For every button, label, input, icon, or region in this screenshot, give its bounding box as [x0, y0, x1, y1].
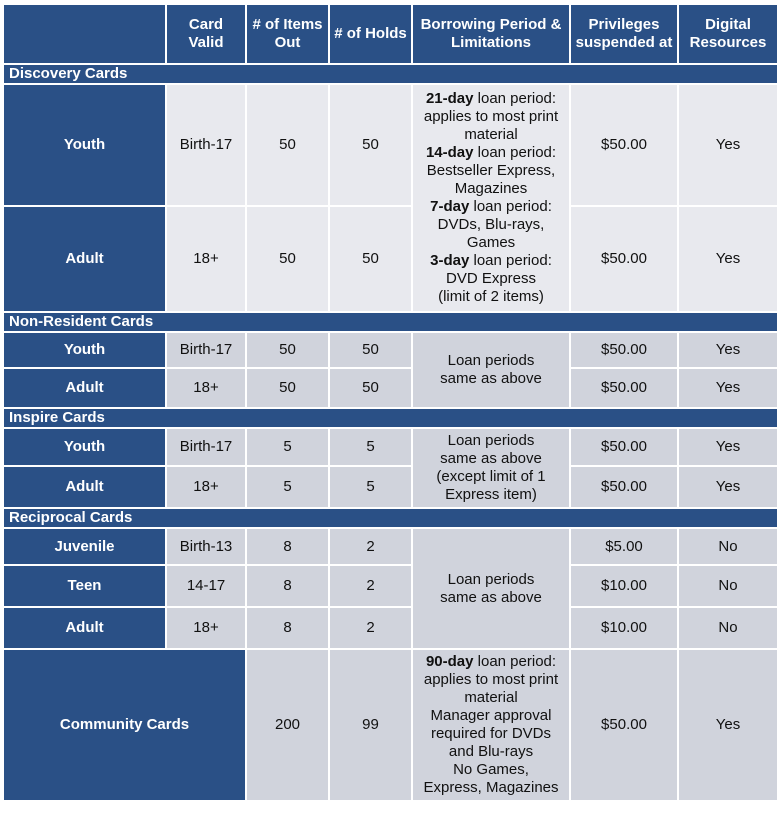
card-valid-cell: Birth-17 [166, 332, 246, 368]
digital-cell: Yes [678, 332, 778, 368]
card-valid-cell: 18+ [166, 466, 246, 508]
items-out-cell: 8 [246, 565, 329, 607]
table-row [3, 206, 778, 312]
bp-text: DVD Express [445, 270, 537, 287]
bp-text: material [464, 126, 518, 143]
card-valid-cell: Birth-17 [166, 84, 246, 206]
digital-cell: Yes [678, 649, 778, 801]
group-title-reciprocal: Reciprocal Cards [3, 508, 778, 528]
row-label-community: Community Cards [3, 649, 246, 801]
table-row [3, 607, 778, 649]
card-valid-cell: Birth-13 [166, 528, 246, 565]
group-title-discovery: Discovery Cards [3, 64, 778, 84]
bp-text: Loan periods [447, 352, 535, 369]
borrowing-cell-inspire [412, 428, 570, 508]
group-title-nonresident: Non-Resident Cards [3, 312, 778, 332]
table-row [3, 565, 778, 607]
bp-bold: 3-day [430, 252, 470, 269]
bp-text: loan period: [473, 653, 557, 670]
header-privileges: Privileges suspended at [570, 4, 678, 64]
borrowing-cell-community [412, 649, 570, 801]
row-label: Adult [3, 466, 166, 508]
holds-cell: 2 [329, 565, 412, 607]
items-out-cell: 8 [246, 607, 329, 649]
bp-text: Manager approval [430, 707, 552, 724]
bp-text: material [464, 689, 518, 706]
holds-cell: 99 [329, 649, 412, 801]
privileges-cell: $50.00 [570, 206, 678, 312]
bp-text: Magazines [454, 180, 528, 197]
bp-bold: 7-day [430, 198, 470, 215]
bp-text: DVDs, Blu-rays, [437, 216, 545, 233]
items-out-cell: 5 [246, 428, 329, 466]
privileges-cell: $50.00 [570, 428, 678, 466]
row-label: Youth [3, 428, 166, 466]
borrowing-cell-nonresident [412, 332, 570, 408]
items-out-cell: 8 [246, 528, 329, 565]
bp-text: loan period: [473, 90, 557, 107]
bp-text: same as above [440, 588, 542, 606]
digital-cell: Yes [678, 428, 778, 466]
privileges-cell: $50.00 [570, 649, 678, 801]
header-items-out: # of Items Out [246, 4, 329, 64]
header-row [3, 4, 778, 64]
row-label: Teen [3, 565, 166, 607]
header-holds: # of Holds [329, 4, 412, 64]
bp-text: No Games, [453, 761, 529, 778]
card-valid-cell: 18+ [166, 206, 246, 312]
bp-bold: 90-day [425, 653, 474, 670]
row-label: Youth [3, 332, 166, 368]
items-out-cell: 50 [246, 368, 329, 408]
library-cards-table [2, 3, 779, 802]
table-row [3, 368, 778, 408]
privileges-cell: $50.00 [570, 332, 678, 368]
bp-text: loan period: [469, 198, 552, 215]
privileges-cell: $10.00 [570, 565, 678, 607]
group-title-inspire: Inspire Cards [3, 408, 778, 428]
holds-cell: 50 [329, 332, 412, 368]
bp-bold: 21-day [425, 90, 474, 107]
bp-text: Express, Magazines [423, 779, 559, 796]
privileges-cell: $50.00 [570, 84, 678, 206]
bp-text: required for DVDs [430, 725, 552, 742]
privileges-cell: $5.00 [570, 528, 678, 565]
bp-bold: 14-day [425, 144, 474, 161]
bp-text: Loan periods [447, 570, 535, 588]
header-card-valid: Card Valid [166, 4, 246, 64]
bp-text: applies to most print [423, 671, 559, 688]
holds-cell: 5 [329, 428, 412, 466]
bp-text: Bestseller Express, [426, 162, 556, 179]
digital-cell: Yes [678, 84, 778, 206]
card-valid-cell: 14-17 [166, 565, 246, 607]
digital-cell: No [678, 565, 778, 607]
bp-text: Loan periods [447, 432, 535, 449]
privileges-cell: $50.00 [570, 368, 678, 408]
table-row [3, 428, 778, 466]
items-out-cell: 200 [246, 649, 329, 801]
holds-cell: 50 [329, 84, 412, 206]
holds-cell: 2 [329, 607, 412, 649]
row-label: Adult [3, 607, 166, 649]
items-out-cell: 50 [246, 332, 329, 368]
digital-cell: Yes [678, 206, 778, 312]
holds-cell: 5 [329, 466, 412, 508]
bp-text: same as above [440, 450, 542, 467]
table-row [3, 332, 778, 368]
bp-text: (limit of 2 items) [438, 288, 544, 305]
holds-cell: 50 [329, 206, 412, 312]
holds-cell: 50 [329, 368, 412, 408]
digital-cell: Yes [678, 466, 778, 508]
privileges-cell: $10.00 [570, 607, 678, 649]
header-corner [3, 4, 166, 64]
borrowing-cell-discovery [412, 84, 570, 312]
privileges-cell: $50.00 [570, 466, 678, 508]
items-out-cell: 5 [246, 466, 329, 508]
group-row-inspire [3, 408, 778, 428]
holds-cell: 2 [329, 528, 412, 565]
row-label: Adult [3, 368, 166, 408]
row-label: Juvenile [3, 528, 166, 565]
bp-text: applies to most print [423, 108, 559, 125]
card-valid-cell: 18+ [166, 368, 246, 408]
table-row [3, 528, 778, 565]
items-out-cell: 50 [246, 84, 329, 206]
row-label: Adult [3, 206, 166, 312]
bp-text: Express item) [445, 486, 537, 503]
bp-text: Games [466, 234, 516, 251]
header-borrowing: Borrowing Period & Limitations [412, 4, 570, 64]
bp-text: loan period: [469, 252, 552, 269]
table-row [3, 466, 778, 508]
card-valid-cell: 18+ [166, 607, 246, 649]
bp-text: (except limit of 1 [436, 468, 546, 485]
table-row [3, 84, 778, 206]
row-label: Youth [3, 84, 166, 206]
bp-text: loan period: [473, 144, 557, 161]
borrowing-cell-reciprocal [412, 528, 570, 649]
items-out-cell: 50 [246, 206, 329, 312]
card-valid-cell: Birth-17 [166, 428, 246, 466]
table-row [3, 649, 778, 801]
bp-text: and Blu-rays [448, 743, 534, 760]
digital-cell: No [678, 607, 778, 649]
bp-text: same as above [440, 370, 542, 387]
group-row-reciprocal [3, 508, 778, 528]
header-digital: Digital Resources [678, 4, 778, 64]
group-row-discovery [3, 64, 778, 84]
group-row-nonresident [3, 312, 778, 332]
digital-cell: Yes [678, 368, 778, 408]
digital-cell: No [678, 528, 778, 565]
